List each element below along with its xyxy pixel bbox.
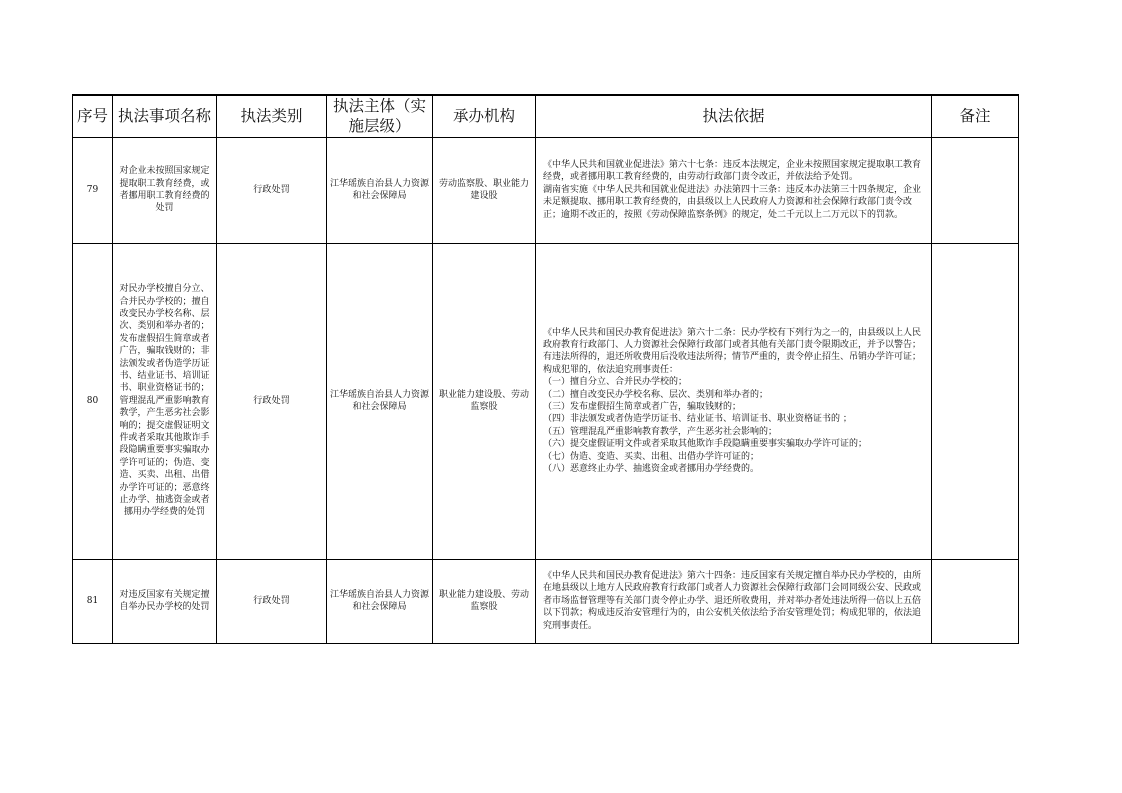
row-office: 职业能力建设股、劳动监察股 [433,559,536,643]
basis-item: （五）管理混乱严重影响教育教学，产生恶劣社会影响的； [543,426,778,437]
header-name: 执法事项名称 [113,95,217,137]
header-basis: 执法依据 [536,95,932,137]
header-row [73,95,1019,137]
enforcement-table [72,94,1019,644]
header-remark: 备注 [932,95,1019,137]
row-remark [932,559,1019,643]
row-basis [536,137,932,243]
row-no: 79 [73,137,113,243]
basis-item: （二）擅自改变民办学校名称、层次、类别和举办者的； [543,389,769,400]
header-office: 承办机构 [433,95,536,137]
basis-item: （七）伪造、变造、买卖、出租、出借办学许可证的； [543,451,760,462]
basis-item: （四）非法颁发或者伪造学历证书、结业证书、培训证书、职业资格证书的 ； [543,414,852,425]
basis-paragraph: 《中华人民共和国就业促进法》第六十七条：违反本法规定，企业未按照国家规定提取职工教育经费，或者挪用职工教育经费的，由劳动行政部门责令改正，并依法给予处罚。 [543,159,922,183]
row-basis [536,559,932,643]
header-category: 执法类别 [217,95,327,137]
row-subject: 江华瑶族自治县人力资源和社会保障局 [327,559,433,643]
table-row [73,243,1019,559]
row-basis [536,243,932,559]
row-subject: 江华瑶族自治县人力资源和社会保障局 [327,243,433,559]
table-row [73,559,1019,643]
row-no: 80 [73,243,113,559]
basis-item: （六）提交虚假证明文件或者采取其他欺诈手段隐瞒重要事实骗取办学许可证的； [543,439,868,450]
header-subject: 执法主体（实施层级） [327,95,433,137]
basis-item: （三）发布虚假招生简章或者广告，骗取钱财的； [543,402,742,412]
row-category: 行政处罚 [217,137,327,243]
row-name: 对违反国家有关规定擅自举办民办学校的处罚 [113,559,217,643]
row-remark [932,137,1019,243]
basis-paragraph: 《中华人民共和国民办教育促进法》第六十二条：民办学校有下列行为之一的，由县级以上人民政府教育行政部门、人力资源社会保障行政部门或者其他有关部门责令限期改正，并予以警告；有违法所得的，退还所收费用后没收违法所得；情节严重的，责令停止招生、吊销办学许可证；构成犯罪的，依法追究刑事责任： [543,327,922,375]
header-no: 序号 [73,95,113,137]
basis-item: （八）恶意终止办学、抽逃资金或者挪用办学经费的。 [543,464,760,475]
row-name: 对企业未按照国家规定提取职工教育经费，或者挪用职工教育经费的处罚 [113,137,217,243]
row-category: 行政处罚 [217,243,327,559]
basis-paragraph: 《中华人民共和国民办教育促进法》第六十四条：违反国家有关规定擅自举办民办学校的，由所在地县级以上地方人民政府教育行政部门或者人力资源社会保障行政部门会同同级公安、民政或者市场监督管理等有关部门责令停止办学、退还所收费用，并对举办者处违法所得一倍以上五倍以下罚款；构成违反治安管理行为的，由公安机关依法给予治安管理处罚；构成犯罪的，依法追究刑事责任。 [543,570,922,631]
row-subject: 江华瑶族自治县人力资源和社会保障局 [327,137,433,243]
row-no: 81 [73,559,113,643]
row-office: 职业能力建设股、劳动监察股 [433,243,536,559]
basis-item: （一）擅自分立、合并民办学校的； [543,377,688,388]
table-row [73,137,1019,243]
row-name: 对民办学校擅自分立、合并民办学校的；擅自改变民办学校名称、层次、类别和举办者的；发布虚假招生简章或者广告，骗取钱财的；非法颁发或者伪造学历证书、结业证书、培训证书、职业资格证书的；管理混乱严重影响教育教学，产生恶劣社会影响的；提交虚假证明文件或者采取其他欺诈手段隐瞒重要事实骗取办学许可证的；伪造、变造、买卖、出租、出借办学许可证的；恶意终止办学、抽逃资金或者挪用办学经费的处罚 [113,243,217,559]
row-category: 行政处罚 [217,559,327,643]
row-remark [932,243,1019,559]
basis-paragraph: 湖南省实施《中华人民共和国就业促进法》办法第四十三条：违反本办法第三十四条规定，企业未足额提取、挪用职工教育经费的，由县级以上人民政府人力资源和社会保障行政部门责令改正；逾期不改正的，按照《劳动保障监察条例》的规定，处二千元以上二万元以下的罚款。 [543,184,922,220]
row-office: 劳动监察股、职业能力建设股 [433,137,536,243]
